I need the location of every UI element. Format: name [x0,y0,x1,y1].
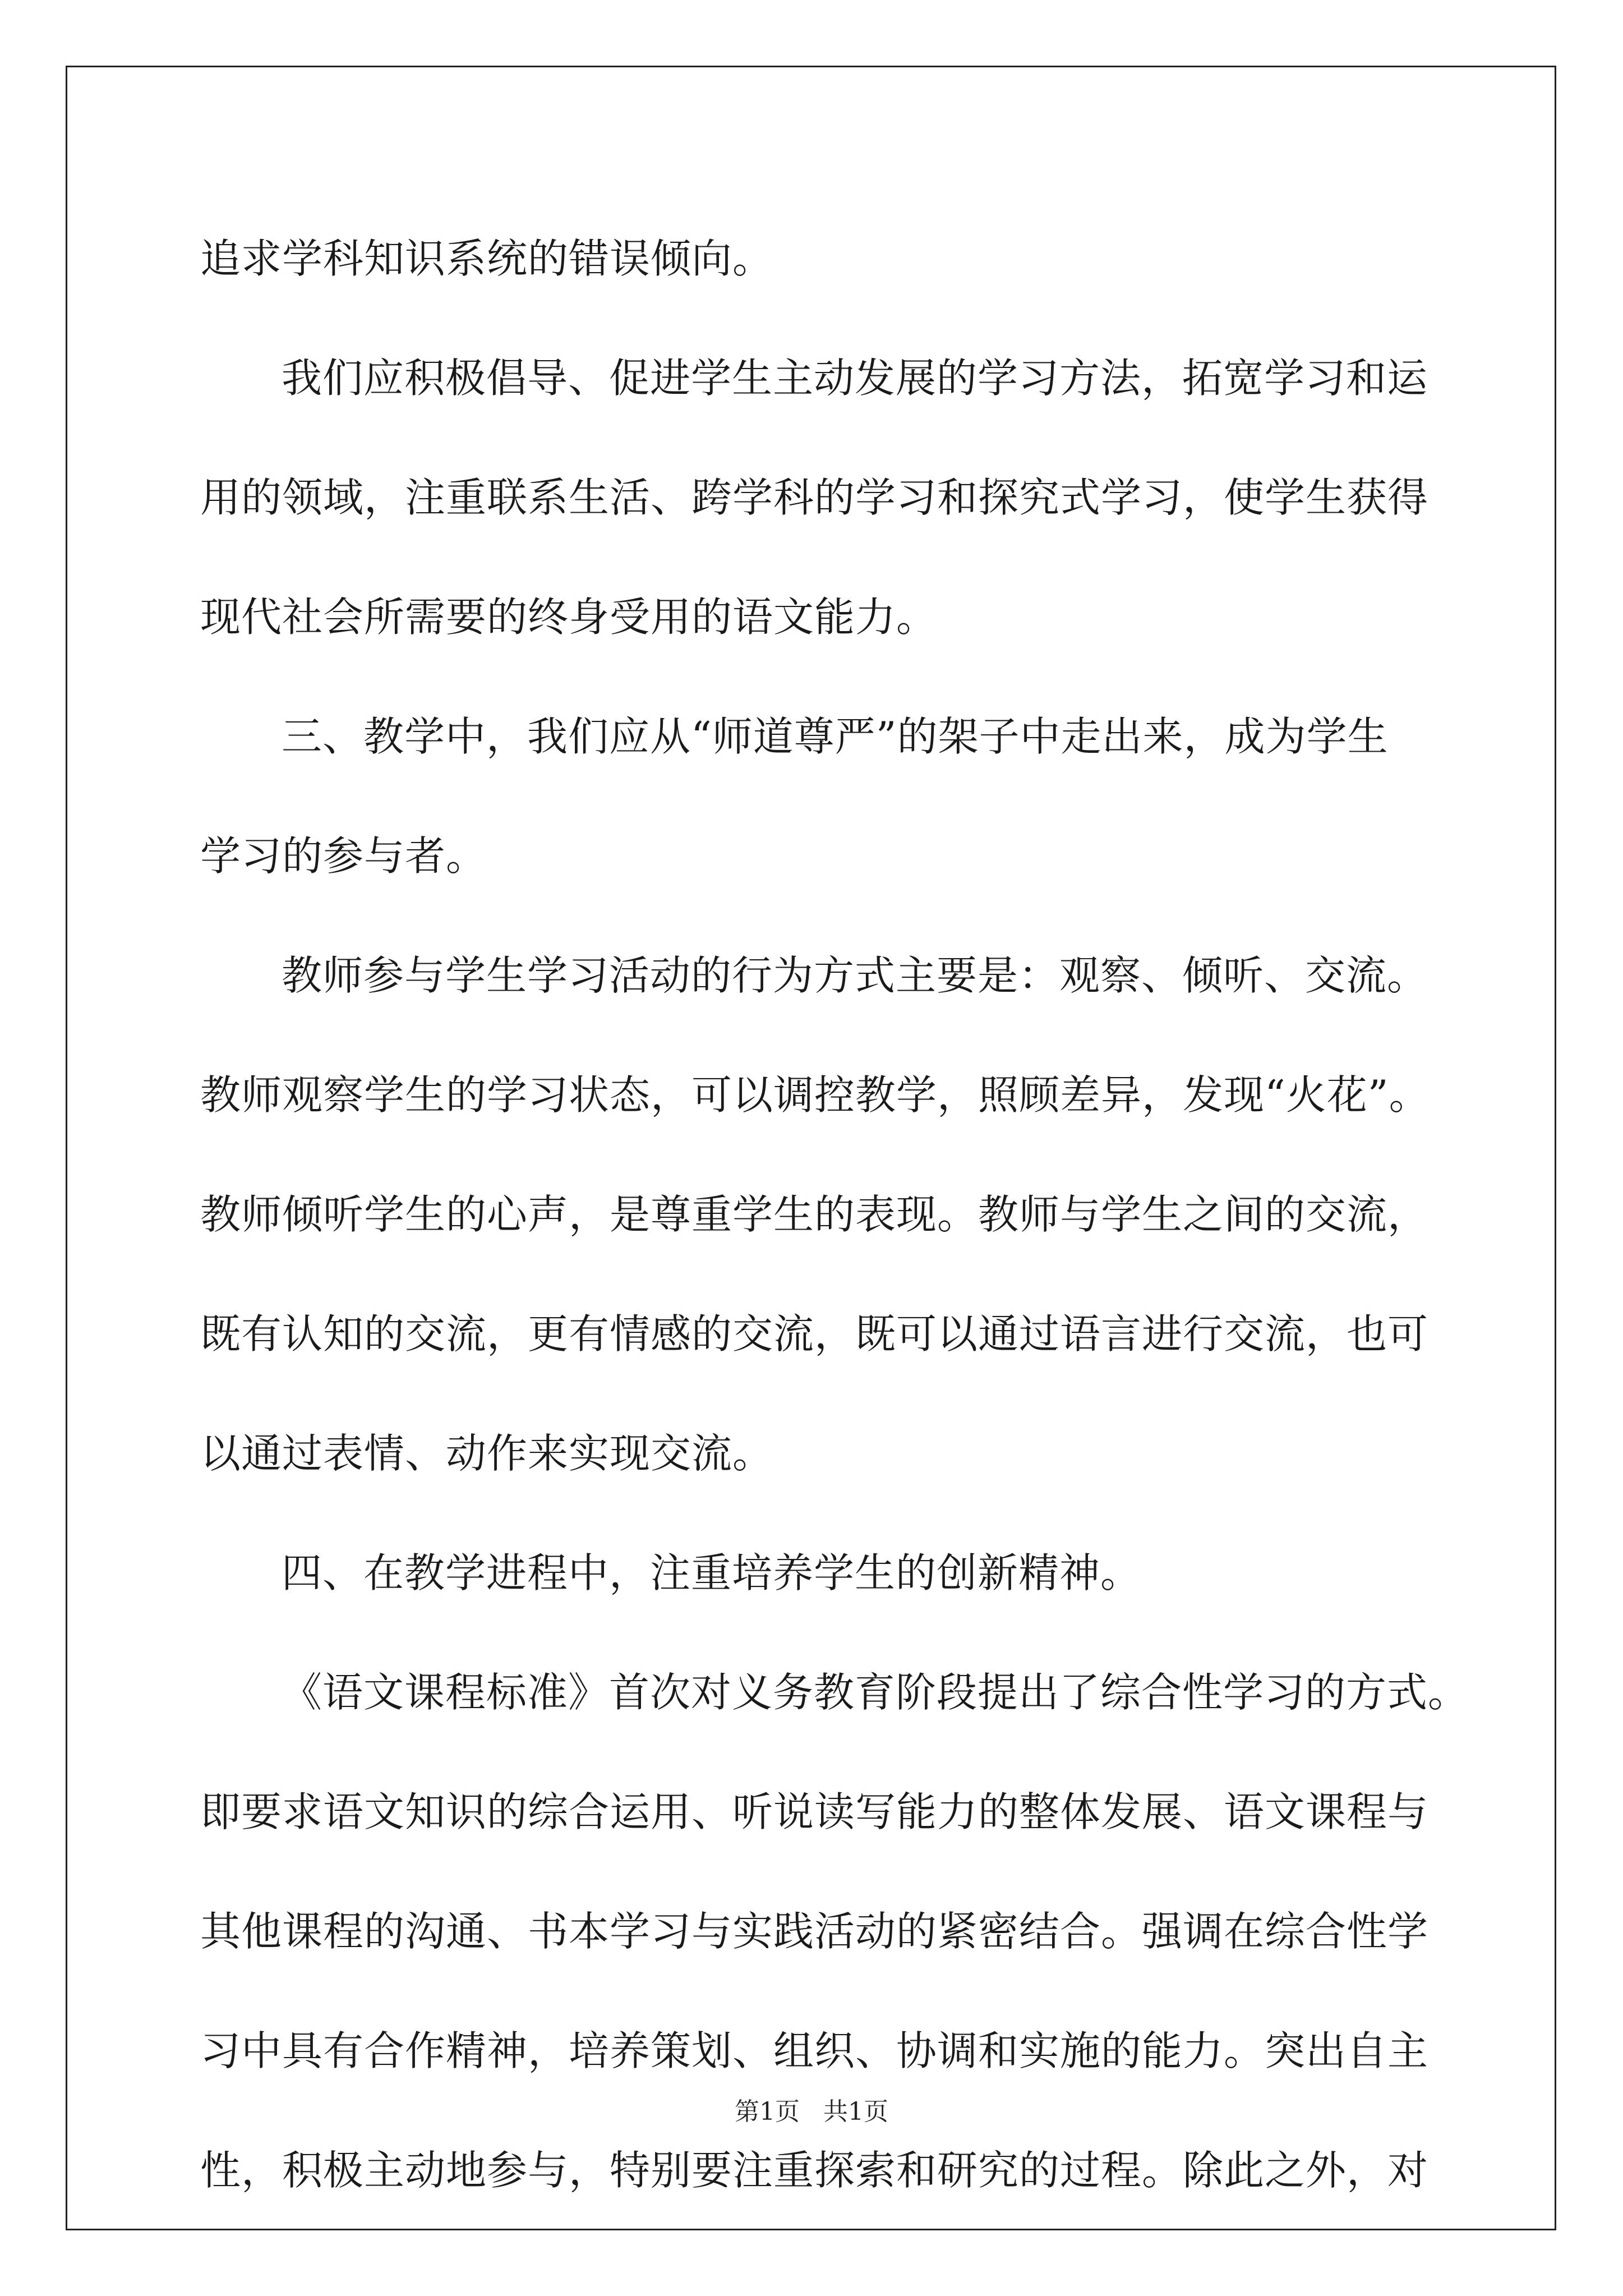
paragraph-start-line-2: 我们应积极倡导、促进学生主动发展的学习方法，拓宽学习和运 [282,355,1428,402]
section-heading-4: 四、在教学进程中，注重培养学生的创新精神。 [282,1549,1142,1596]
text-line-8: 教师观察学生的学习状态，可以调控教学，照顾差异，发现“火花”。 [200,1071,1430,1119]
page-number-current: 第1页 [735,2097,800,2126]
page-footer [0,2095,1623,2129]
section-heading-3: 三、教学中，我们应从“师道尊严”的架子中走出来，成为学生 [282,713,1389,760]
text-line-11: 以通过表情、动作来实现交流。 [200,1430,774,1477]
text-line-15: 其他课程的沟通、书本学习与实践活动的紧密结合。强调在综合性学 [200,1908,1429,1955]
text-line-17: 性，积极主动地参与，特别要注重探索和研究的过程。除此之外，对 [200,2147,1429,2194]
text-line-6: 学习的参与者。 [200,832,487,880]
text-line-4: 现代社会所需要的终身受用的语文能力。 [200,593,938,641]
text-line-14: 即要求语文知识的综合运用、听说读写能力的整体发展、语文课程与 [200,1788,1429,1835]
text-line-10: 既有认知的交流，更有情感的交流，既可以通过语言进行交流，也可 [200,1310,1429,1358]
text-line-9: 教师倾听学生的心声，是尊重学生的表现。教师与学生之间的交流， [200,1191,1429,1238]
text-line-3: 用的领域，注重联系生活、跨学科的学习和探究式学习，使学生获得 [200,474,1429,521]
text-line-16: 习中具有合作精神，培养策划、组织、协调和实施的能力。突出自主 [200,2027,1429,2074]
document-body [200,199,1469,2230]
paragraph-start-line-7: 教师参与学生学习活动的行为方式主要是：观察、倾听、交流。 [282,952,1428,999]
page-number-total: 共1页 [823,2097,888,2126]
text-line-1: 追求学科知识系统的错误倾向。 [200,235,774,282]
paragraph-start-line-13: 《语文课程标准》首次对义务教育阶段提出了综合性学习的方式。 [282,1669,1469,1716]
